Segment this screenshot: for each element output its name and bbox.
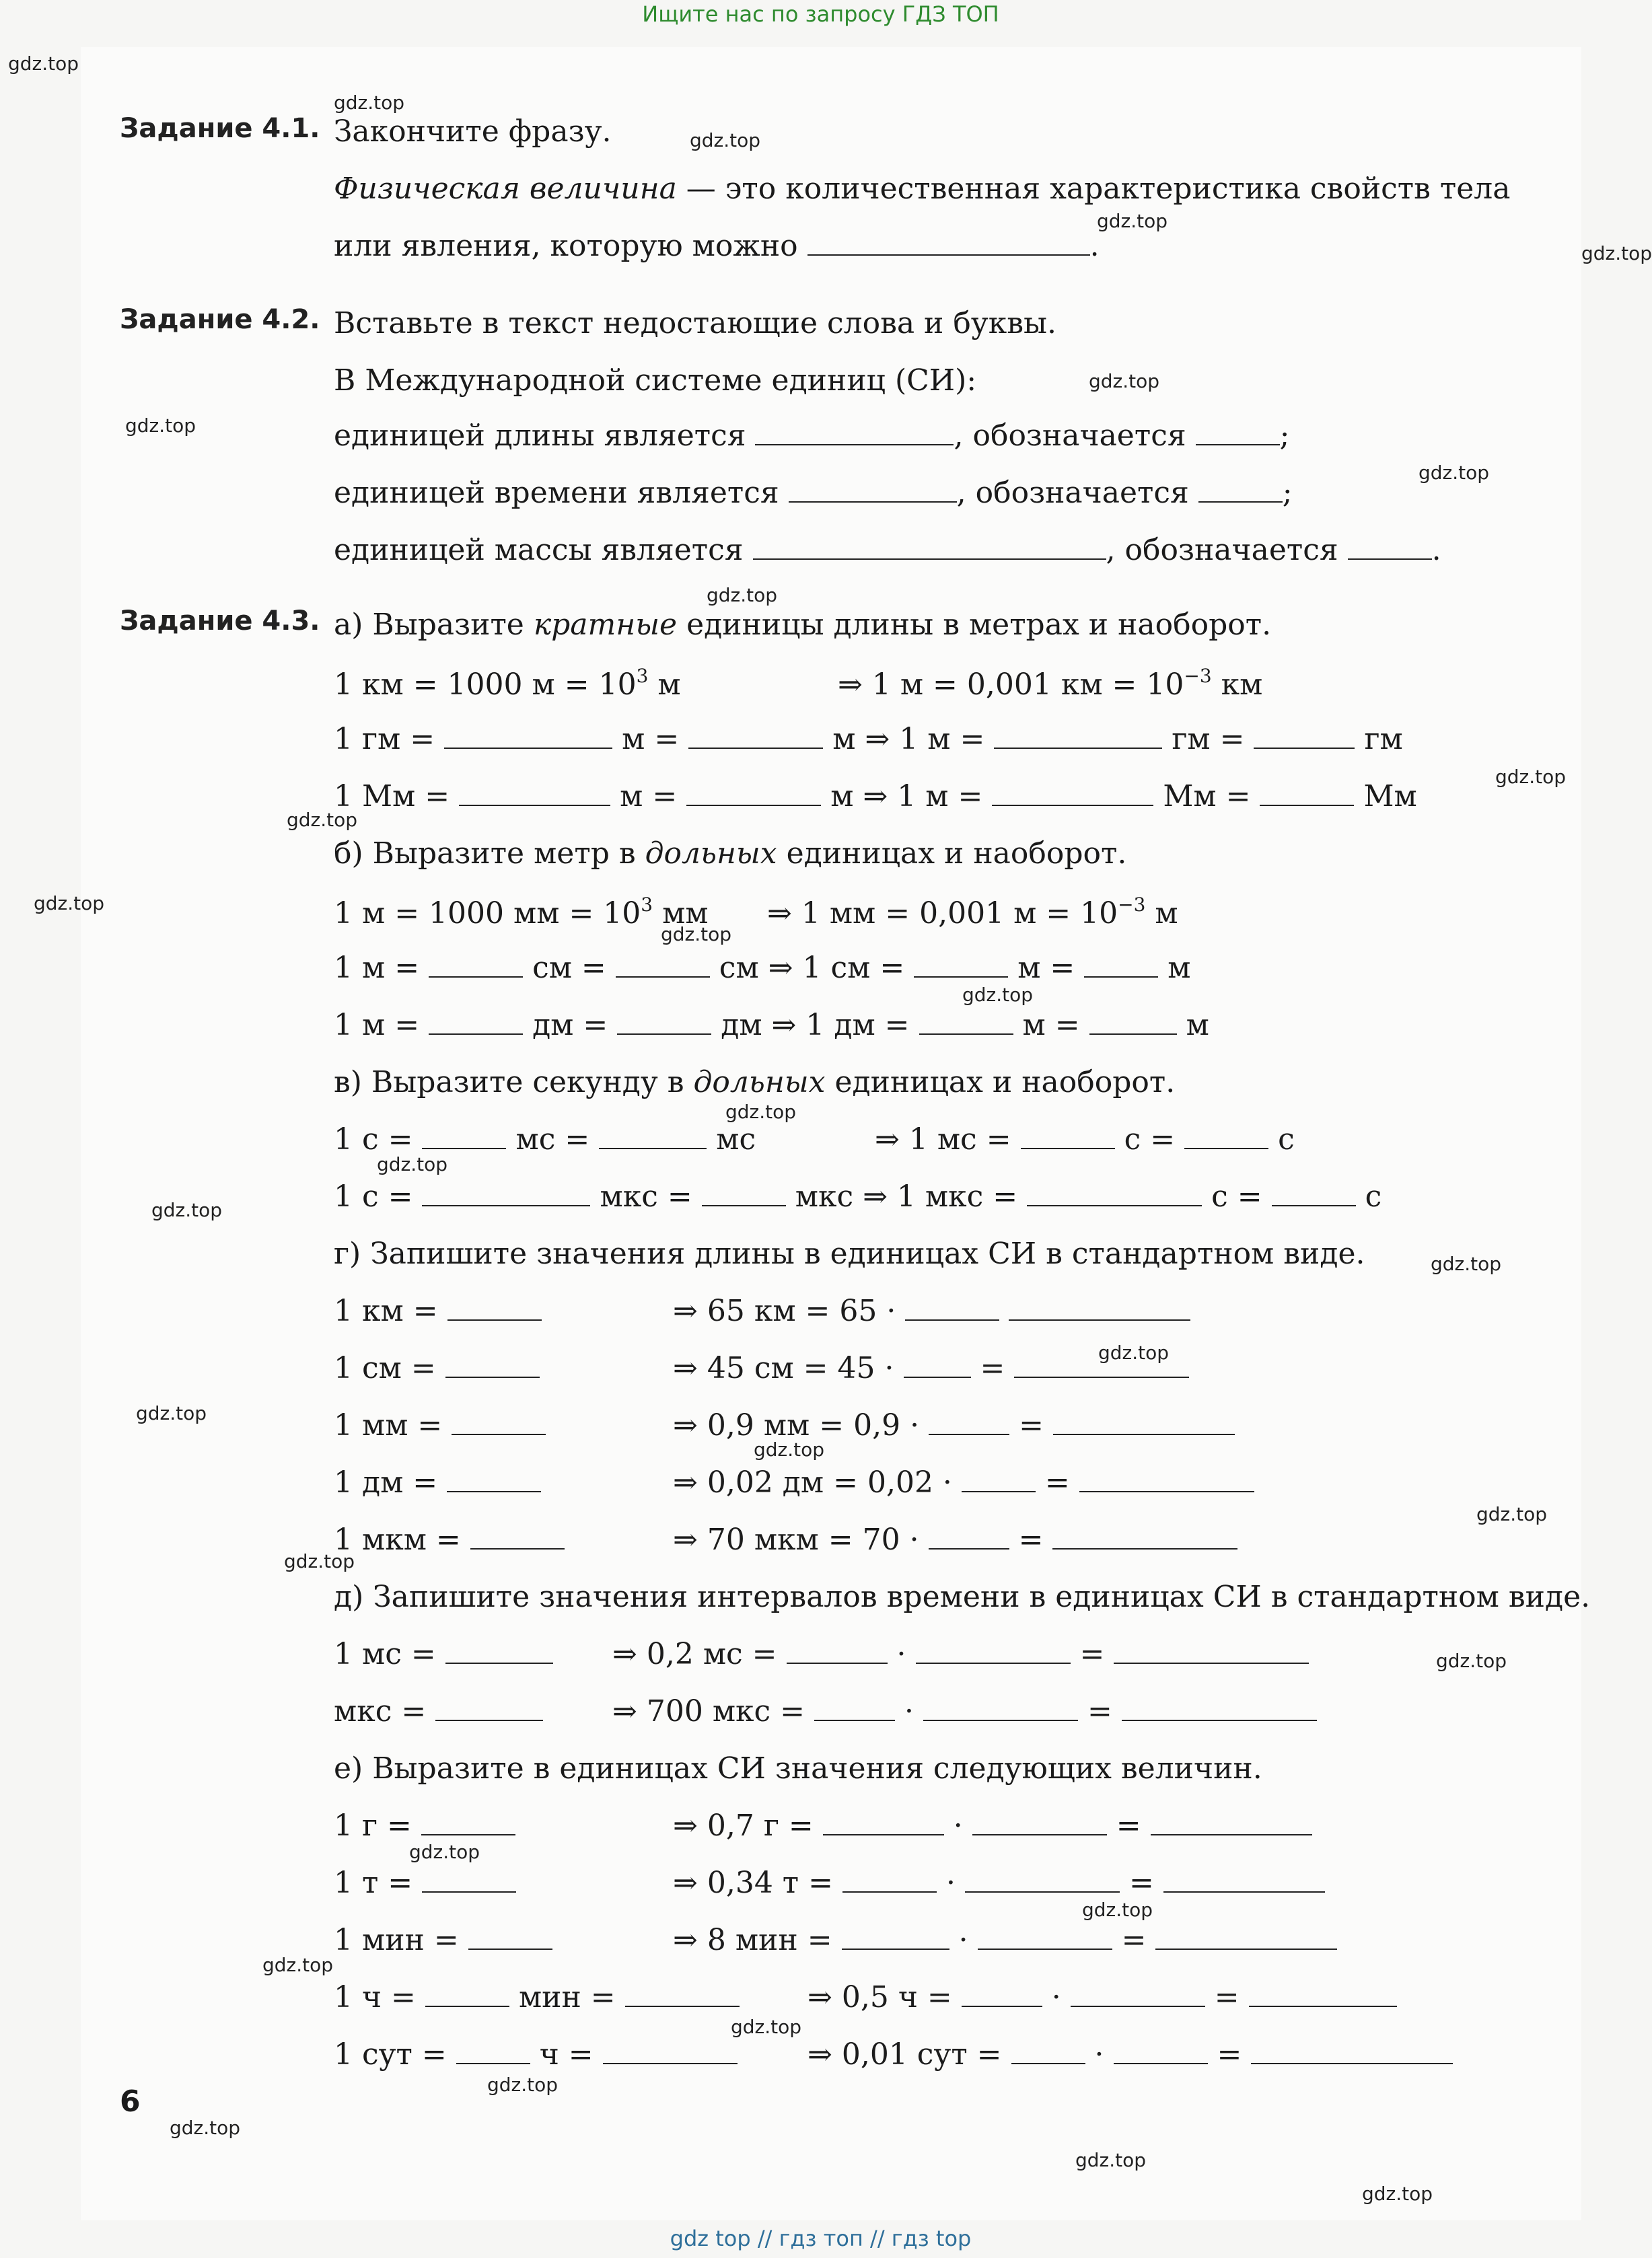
gm-blank-2[interactable] xyxy=(688,725,823,749)
cm-blank-4[interactable] xyxy=(1084,953,1158,978)
day-eq: = xyxy=(1217,2037,1242,2072)
Mm-blank-4[interactable] xyxy=(1260,782,1354,806)
b-ital: дольных xyxy=(645,836,777,871)
a-post: единицы длины в метрах и наоборот. xyxy=(677,608,1272,642)
g5-blank-2[interactable] xyxy=(1052,1525,1237,1550)
g5-right: ⇒ 70 мкм = 70 · xyxy=(673,1523,919,1557)
e2-dot: · xyxy=(946,1866,956,1900)
km-left-unit: м xyxy=(648,667,681,702)
cm-t4: м = xyxy=(1017,951,1075,985)
km-left-exp: 3 xyxy=(636,665,649,687)
ms-t3: мс xyxy=(716,1122,756,1157)
d1-blank-left[interactable] xyxy=(445,1640,553,1664)
mass-designation-text: , обозначается xyxy=(1106,533,1338,567)
mass-symbol-blank[interactable] xyxy=(1348,536,1432,560)
h-right: ⇒ 0,5 ч = xyxy=(807,1980,952,2014)
day-blank-3[interactable] xyxy=(1011,2040,1085,2064)
g4-right: ⇒ 0,02 дм = 0,02 · xyxy=(673,1465,952,1500)
length-semicolon: ; xyxy=(1279,418,1290,453)
cm-row xyxy=(334,951,1191,985)
ms-t1: 1 с = xyxy=(334,1122,413,1157)
ms-blank-1[interactable] xyxy=(422,1125,506,1149)
watermark: gdz.top xyxy=(287,809,358,831)
Mm-t1: 1 Мм = xyxy=(334,779,450,813)
d2-eq: = xyxy=(1087,1694,1112,1728)
g3-eq: = xyxy=(1019,1408,1044,1443)
g-row-4-left xyxy=(334,1465,541,1500)
ms-t5: с = xyxy=(1124,1122,1176,1157)
watermark: gdz.top xyxy=(1362,2183,1433,2205)
watermark: gdz.top xyxy=(409,1841,480,1863)
time-symbol-blank[interactable] xyxy=(1198,478,1283,503)
watermark: gdz.top xyxy=(1495,766,1567,788)
e3-blank-2[interactable] xyxy=(978,1926,1112,1950)
day-blank-1[interactable] xyxy=(456,2040,530,2064)
e2-blank-3[interactable] xyxy=(1163,1868,1325,1893)
mm-left-text: 1 м = 1000 мм = 10 xyxy=(334,896,641,931)
v-ital: дольных xyxy=(693,1065,826,1099)
b-pre: б) Выразите метр в xyxy=(334,836,645,871)
day-t2: ч = xyxy=(539,2037,594,2072)
top-banner[interactable]: Ищите нас по запросу ГДЗ ТОП xyxy=(642,1,999,27)
g5-eq: = xyxy=(1018,1523,1044,1557)
ms-t4: ⇒ 1 мс = xyxy=(875,1122,1011,1157)
d1-eq: = xyxy=(1079,1637,1105,1671)
e3-dot: · xyxy=(958,1923,968,1957)
e1-left: 1 г = xyxy=(334,1809,412,1843)
task-4-3-g-heading: г) Запишите значения длины в единицах СИ в стандартном виде. xyxy=(334,1237,1365,1271)
length-text: единицей длины является xyxy=(334,418,746,453)
cm-blank-1[interactable] xyxy=(429,953,523,978)
e2-blank-1[interactable] xyxy=(842,1868,937,1893)
dm-blank-2[interactable] xyxy=(617,1011,711,1035)
ms-blank-2[interactable] xyxy=(599,1125,707,1149)
Mm-blank-1[interactable] xyxy=(459,782,610,806)
g3-blank-left[interactable] xyxy=(452,1411,546,1435)
task-4-1-text-1: — это количественная характеристика свойств тела xyxy=(676,172,1511,206)
watermark: gdz.top xyxy=(1436,1650,1507,1672)
day-row-right xyxy=(807,2037,1453,2072)
mm-right-exp: −3 xyxy=(1118,894,1146,916)
task-4-3-v-heading xyxy=(334,1065,1175,1099)
h-blank-4[interactable] xyxy=(1071,1983,1205,2007)
watermark: gdz.top xyxy=(1418,462,1490,484)
d2-dot: · xyxy=(904,1694,914,1728)
ms-t6: с xyxy=(1278,1122,1295,1157)
page-number: 6 xyxy=(120,2084,141,2119)
task-4-1-line-2 xyxy=(334,229,1100,263)
km-right-unit: км xyxy=(1211,667,1263,702)
v-post: единицах и наоборот. xyxy=(825,1065,1176,1099)
g1-blank-2[interactable] xyxy=(1009,1297,1190,1321)
mks-blank-4[interactable] xyxy=(1272,1182,1356,1206)
gm-t5: гм xyxy=(1364,722,1403,756)
e3-right: ⇒ 8 мин = xyxy=(673,1923,832,1957)
mm-mega-row xyxy=(334,779,1417,813)
dm-t2: дм = xyxy=(532,1008,608,1042)
time-text: единицей времени является xyxy=(334,476,779,510)
task-4-3-e-heading: е) Выразите в единицах СИ значения следующих величин. xyxy=(334,1751,1262,1786)
dm-blank-4[interactable] xyxy=(1089,1011,1177,1035)
g3-right: ⇒ 0,9 мм = 0,9 · xyxy=(673,1408,920,1443)
dm-t3: дм ⇒ 1 дм = xyxy=(721,1008,910,1042)
day-t1: 1 сут = xyxy=(334,2037,447,2072)
g4-blank-left[interactable] xyxy=(447,1468,541,1492)
g4-blank-2[interactable] xyxy=(1079,1468,1254,1492)
e1-eq: = xyxy=(1116,1809,1141,1843)
cm-t3: см ⇒ 1 см = xyxy=(719,951,905,985)
g2-right: ⇒ 45 см = 45 · xyxy=(673,1351,894,1385)
bottom-banner[interactable]: gdz top // гдз топ // гдз top xyxy=(670,2226,972,2251)
day-blank-5[interactable] xyxy=(1251,2040,1453,2064)
g-row-5-right xyxy=(673,1523,1237,1557)
km-row-right xyxy=(838,665,1262,702)
watermark: gdz.top xyxy=(151,1199,223,1221)
task-4-2-instruction: Вставьте в текст недостающие слова и буквы. xyxy=(334,306,1057,340)
watermark: gdz.top xyxy=(1075,2149,1147,2171)
cm-t1: 1 м = xyxy=(334,951,420,985)
d-row-2-right xyxy=(612,1694,1317,1728)
task-4-3-b-heading xyxy=(334,836,1126,871)
d1-blank-2[interactable] xyxy=(916,1640,1071,1664)
watermark: gdz.top xyxy=(725,1101,797,1123)
e3-left: 1 мин = xyxy=(334,1923,459,1957)
mks-t4: с = xyxy=(1211,1179,1262,1214)
ms-blank-4[interactable] xyxy=(1184,1125,1268,1149)
task-4-2-time-row xyxy=(334,476,1293,510)
e2-blank-left[interactable] xyxy=(422,1868,516,1893)
e1-blank-3[interactable] xyxy=(1151,1811,1312,1835)
task-4-3-label: Задание 4.3. xyxy=(120,606,320,636)
h-blank-1[interactable] xyxy=(425,1983,509,2007)
hour-row-right xyxy=(807,1980,1397,2014)
b-post: единицах и наоборот. xyxy=(777,836,1127,871)
h-blank-5[interactable] xyxy=(1249,1983,1397,2007)
g-row-1-left xyxy=(334,1294,542,1328)
mm-right-text: ⇒ 1 мм = 0,001 м = 10 xyxy=(767,896,1118,931)
g1-blank-left[interactable] xyxy=(447,1297,542,1321)
g1-left: 1 км = xyxy=(334,1294,438,1328)
g5-blank-1[interactable] xyxy=(929,1525,1009,1550)
e2-blank-2[interactable] xyxy=(965,1868,1120,1893)
hour-row-left xyxy=(334,1980,740,2014)
time-designation-text: , обозначается xyxy=(956,476,1189,510)
watermark: gdz.top xyxy=(754,1438,825,1461)
e3-eq: = xyxy=(1121,1923,1147,1957)
dm-t4: м = xyxy=(1022,1008,1080,1042)
d-row-1-right xyxy=(612,1637,1309,1671)
e1-dot: · xyxy=(953,1809,963,1843)
h-dot: · xyxy=(1051,1980,1061,2014)
gm-blank-3[interactable] xyxy=(994,725,1162,749)
mm-left-unit: мм xyxy=(653,896,709,931)
mks-t3: мкс ⇒ 1 мкс = xyxy=(795,1179,1018,1214)
length-unit-blank[interactable] xyxy=(755,421,954,445)
km-row-left xyxy=(334,665,681,702)
mm-right-unit: м xyxy=(1145,896,1178,931)
d1-dot: · xyxy=(896,1637,906,1671)
mks-blank-2[interactable] xyxy=(702,1182,786,1206)
e2-left: 1 т = xyxy=(334,1866,413,1900)
watermark: gdz.top xyxy=(1097,210,1168,232)
watermark: gdz.top xyxy=(136,1402,207,1424)
km-right-text: ⇒ 1 м = 0,001 км = 10 xyxy=(838,667,1184,702)
g-row-2-left xyxy=(334,1351,540,1385)
g-row-3-right xyxy=(673,1408,1235,1443)
cm-t2: см = xyxy=(532,951,606,985)
dm-blank-3[interactable] xyxy=(919,1011,1013,1035)
day-right: ⇒ 0,01 сут = xyxy=(807,2037,1002,2072)
h-t1: 1 ч = xyxy=(334,1980,416,2014)
h-t2: мин = xyxy=(518,1980,616,2014)
gm-blank-1[interactable] xyxy=(444,725,612,749)
v-pre: в) Выразите секунду в xyxy=(334,1065,694,1099)
e-row-1-left xyxy=(334,1809,515,1843)
task-4-1-end: . xyxy=(1089,229,1100,263)
task-4-2-mass-row xyxy=(334,533,1441,567)
watermark: gdz.top xyxy=(284,1550,355,1572)
watermark: gdz.top xyxy=(661,923,732,945)
cm-blank-2[interactable] xyxy=(616,953,710,978)
g3-blank-1[interactable] xyxy=(929,1411,1009,1435)
mks-t2: мкс = xyxy=(600,1179,692,1214)
gm-t1: 1 гм = xyxy=(334,722,435,756)
d2-right: ⇒ 700 мкс = xyxy=(612,1694,805,1728)
watermark: gdz.top xyxy=(1476,1503,1548,1525)
g2-eq: = xyxy=(980,1351,1005,1385)
e-row-2-right xyxy=(673,1866,1325,1900)
task-4-2-length-row xyxy=(334,418,1289,453)
watermark: gdz.top xyxy=(8,52,79,75)
d1-blank-1[interactable] xyxy=(787,1640,888,1664)
watermark: gdz.top xyxy=(690,129,761,151)
g-row-3-left xyxy=(334,1408,546,1443)
mass-unit-blank[interactable] xyxy=(753,536,1106,560)
e1-blank-2[interactable] xyxy=(972,1811,1107,1835)
h-eq: = xyxy=(1214,1980,1240,2014)
d1-left: 1 мс = xyxy=(334,1637,436,1671)
ms-t2: мс = xyxy=(515,1122,590,1157)
mks-t1: 1 с = xyxy=(334,1179,413,1214)
day-row-left xyxy=(334,2037,738,2072)
watermark: gdz.top xyxy=(731,2016,802,2038)
d2-blank-3[interactable] xyxy=(1122,1697,1317,1721)
mks-blank-3[interactable] xyxy=(1027,1182,1202,1206)
task-4-1-instruction: Закончите фразу. xyxy=(334,114,612,149)
watermark: gdz.top xyxy=(125,414,196,437)
e2-right: ⇒ 0,34 т = xyxy=(673,1866,834,1900)
d1-right: ⇒ 0,2 мс = xyxy=(612,1637,777,1671)
mm-left-exp: 3 xyxy=(641,894,653,916)
watermark: gdz.top xyxy=(1431,1253,1502,1275)
a-ital: кратные xyxy=(533,608,678,642)
e-row-1-right xyxy=(673,1809,1312,1843)
task-4-1-answer-blank[interactable] xyxy=(807,231,1090,256)
watermark: gdz.top xyxy=(1098,1342,1170,1364)
e-row-3-right xyxy=(673,1923,1337,1957)
mm-row-right xyxy=(767,894,1178,931)
d1-blank-3[interactable] xyxy=(1114,1640,1309,1664)
dm-t1: 1 м = xyxy=(334,1008,420,1042)
g-row-1-right xyxy=(673,1294,1190,1328)
e2-eq: = xyxy=(1129,1866,1154,1900)
Mm-t3: м ⇒ 1 м = xyxy=(830,779,983,813)
task-4-2-label: Задание 4.2. xyxy=(120,304,320,335)
h-blank-2[interactable] xyxy=(625,1983,740,2007)
d2-blank-left[interactable] xyxy=(435,1697,543,1721)
day-blank-4[interactable] xyxy=(1114,2040,1208,2064)
length-symbol-blank[interactable] xyxy=(1196,421,1280,445)
g5-left: 1 мкм = xyxy=(334,1523,461,1557)
d-row-1-left xyxy=(334,1637,553,1671)
time-unit-blank[interactable] xyxy=(789,478,957,503)
g2-blank-left[interactable] xyxy=(445,1354,540,1378)
watermark: gdz.top xyxy=(377,1153,448,1175)
mass-period: . xyxy=(1431,533,1441,567)
watermark: gdz.top xyxy=(487,2074,559,2096)
mks-t5: с xyxy=(1365,1179,1382,1214)
d2-blank-2[interactable] xyxy=(923,1697,1078,1721)
e1-blank-1[interactable] xyxy=(823,1811,944,1835)
gm-t2: м = xyxy=(622,722,680,756)
gm-blank-4[interactable] xyxy=(1254,725,1355,749)
ms-blank-3[interactable] xyxy=(1021,1125,1115,1149)
dm-blank-1[interactable] xyxy=(429,1011,523,1035)
g3-left: 1 мм = xyxy=(334,1408,443,1443)
mass-text: единицей массы является xyxy=(334,533,744,567)
watermark: gdz.top xyxy=(334,92,405,114)
ms-row-left xyxy=(334,1122,756,1157)
g-row-5-left xyxy=(334,1523,565,1557)
g-row-4-right xyxy=(673,1465,1254,1500)
day-blank-2[interactable] xyxy=(603,2040,738,2064)
time-semicolon: ; xyxy=(1282,476,1293,510)
watermark: gdz.top xyxy=(1082,1899,1153,1921)
g1-blank-1[interactable] xyxy=(905,1297,999,1321)
g4-eq: = xyxy=(1044,1465,1070,1500)
length-designation-text: , обозначается xyxy=(954,418,1186,453)
gm-t3: м ⇒ 1 м = xyxy=(832,722,985,756)
e-row-2-left xyxy=(334,1866,516,1900)
dm-row xyxy=(334,1008,1209,1042)
task-4-2-intro: В Международной системе единиц (СИ): xyxy=(334,363,977,398)
mks-row xyxy=(334,1179,1381,1214)
watermark: gdz.top xyxy=(1581,242,1652,264)
g2-blank-1[interactable] xyxy=(904,1354,971,1378)
task-4-3-a-heading xyxy=(334,608,1271,642)
watermark: gdz.top xyxy=(962,984,1034,1006)
e3-blank-1[interactable] xyxy=(842,1926,949,1950)
Mm-t2: м = xyxy=(620,779,678,813)
gm-t4: гм = xyxy=(1172,722,1245,756)
task-4-1-term: Физическая величина xyxy=(334,172,677,206)
e3-blank-left[interactable] xyxy=(468,1926,552,1950)
e1-blank-left[interactable] xyxy=(421,1811,515,1835)
km-right-exp: −3 xyxy=(1184,665,1212,687)
task-4-1-label: Задание 4.1. xyxy=(120,113,320,144)
watermark: gdz.top xyxy=(262,1954,334,1976)
d2-left: мкс = xyxy=(334,1694,427,1728)
watermark: gdz.top xyxy=(707,584,778,606)
watermark: gdz.top xyxy=(1089,370,1160,392)
Mm-t4: Мм = xyxy=(1163,779,1251,813)
day-dot: · xyxy=(1094,2037,1104,2072)
ms-row-right xyxy=(875,1122,1295,1157)
g4-left: 1 дм = xyxy=(334,1465,438,1500)
g4-blank-1[interactable] xyxy=(962,1468,1036,1492)
dm-t5: м xyxy=(1186,1008,1209,1042)
Mm-t5: Мм xyxy=(1363,779,1417,813)
gm-row xyxy=(334,722,1403,756)
a-pre: а) Выразите xyxy=(334,608,534,642)
e-row-3-left xyxy=(334,1923,552,1957)
km-left-text: 1 км = 1000 м = 10 xyxy=(334,667,637,702)
e1-right: ⇒ 0,7 г = xyxy=(673,1809,814,1843)
d2-blank-1[interactable] xyxy=(814,1697,895,1721)
task-4-3-d-heading: д) Запишите значения интервалов времени в единицах СИ в стандартном виде. xyxy=(334,1580,1591,1614)
g5-blank-left[interactable] xyxy=(470,1525,565,1550)
mks-blank-1[interactable] xyxy=(422,1182,590,1206)
e3-blank-3[interactable] xyxy=(1155,1926,1337,1950)
d-row-2-left xyxy=(334,1694,543,1728)
g1-right: ⇒ 65 км = 65 · xyxy=(673,1294,896,1328)
cm-blank-3[interactable] xyxy=(914,953,1008,978)
Mm-blank-3[interactable] xyxy=(992,782,1153,806)
h-blank-3[interactable] xyxy=(962,1983,1042,2007)
task-4-1-text-2: или явления, которую можно xyxy=(334,229,798,263)
Mm-blank-2[interactable] xyxy=(686,782,821,806)
watermark: gdz.top xyxy=(170,2117,241,2139)
task-4-1-definition xyxy=(334,172,1510,206)
mm-row-left xyxy=(334,894,709,931)
g2-left: 1 см = xyxy=(334,1351,436,1385)
watermark: gdz.top xyxy=(34,892,105,914)
g3-blank-2[interactable] xyxy=(1053,1411,1235,1435)
cm-t5: м xyxy=(1168,951,1191,985)
